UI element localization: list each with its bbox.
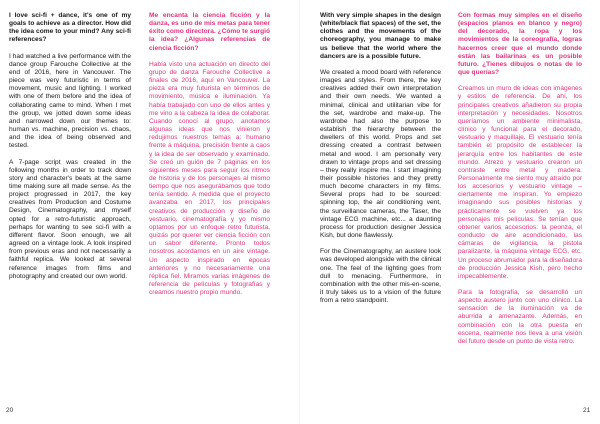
left-english-column <box>9 12 131 289</box>
page-number-left: 20 <box>6 407 14 414</box>
question: Me encanta la ciencia ficción y la danza, es uno de mis metas para tener éxito como directora. ¿Cómo te surgió la idea? ¿Algunas referencias de ciencia ficción? <box>149 12 270 52</box>
answer-paragraph: A 7-page script was created in the following months in order to track down story and character's beats at the same time making sure all made sense. As the project progressed in 2017, the key creatives from Production and Costume Design, Cinematography, and myself opted for a retro-futuristic approach, perhaps for wanting to see sci-fi with a different flavor. Soon enough, we all agreed on a vintage look. A look inspired from previous eras and not necessarily a faithful replica. We looked at several reference images from films and photography and created our own world. <box>9 158 131 280</box>
question: I love sci-fi + dance, it's one of my goals to achieve as a director. How did the idea come to your mind? Any sci-fi references? <box>9 12 131 44</box>
right-english-column <box>320 12 441 313</box>
answer-paragraph: Había visto una actuación en directo del grupo de danza Farouche Collective a finales de 2016, aquí en Vancouver. La pieza era muy futurista en términos de movimiento, música e iluminación. Ya había trabajado con uno de ellos antes y me vino a la cabeza la idea de colaborar. Cuando conocí al grupo, anotamos algunas ideas que nos vinieron y redujimos nuestros temas a: humano frente a máquina, precisión frente a caos y la idea de ser observado y examinado. Se creó un guión de 7 páginas en los siguientes meses para seguir los ritmos de historia y de los personajes al mismo tiempo que nos asegurábamos que todo tenía sentido. A medida que el proyecto avanzaba en 2017, los principales creativos de producción y diseño de vestuario, cinematografía y yo mismo optamos por un enfoque retro futurista, quizás por querer ver ciencia ficción con un sabor diferente. Pronto todos nosotros acordamos en un aire vintage. Un aspecto inspirado en épocas anteriores y no necesariamente una réplica fiel. Miramos varias imágenes de referencia de películas y fotografías y creamos nuestro propio mundo. <box>149 60 270 297</box>
answer-paragraph: We created a mood board with reference images and styles. From there, the key creatives added their own interpretation and their own needs. We wanted a minimal, clinical and utilitarian vibe for the set, wardrobe and make-up. The wardrobe had also the purpose to establish the hierarchy between the dwellers of this world. Props and set dressing created a contrast between metal and wood. I am personally very drawn to vintage props and set dressing – they really inspire me. I start imagining their possible histories and they pretty much become characters in my films. Several props had to be sourced: spinning top, the air conditioning vent, the surveillance cameras, the Taser, the vintage ECG machine, etc... a daunting process for production designer Jessica Kish, but done flawlessly. <box>320 68 441 240</box>
question: Con formas muy simples en el diseño (espacios planos en blanco y negro) del decorado, la ropa y los movimientos de la coreografía, logras hacernos creer que el mundo donde están las bailarinas es un posible futuro. ¿Tienes dibujos o notas de lo que querías? <box>458 12 582 77</box>
answer-paragraph: For the Cinematography, an austere look was developed alongside with the clinical one. The feel of the lighting goes from dull to menacing. Furthermore, in combination with the other mis-en-scene, it truly takes us to a vision of the future from a retro standpoint. <box>320 248 441 305</box>
right-spanish-column <box>458 12 582 354</box>
question: With very simple shapes in the design (white/black flat spaces) of the set, the clothes and the movements of the choreography, you manage to make us believe that the world where the dancers are is a possible future. <box>320 12 441 60</box>
page-number-right: 21 <box>583 407 591 414</box>
left-spanish-column <box>149 12 270 305</box>
answer-paragraph: Para la fotografía, se desarrolló un aspecto austero junto con uno clínico. La sensación de la iluminación va de aburrida a amenazante. Además, en combinación con la otra puesta en escena, realmente nos lleva a una visión del futuro desde un punto de vista retro. <box>458 289 582 345</box>
page-gutter <box>299 0 301 424</box>
answer-paragraph: I had watched a live performance with the dance group Farouche Collective at the end of 2016, here in Vancouver. The piece was very futuristic in terms of movement, music and lighting. I worked with one of them before and the idea of collaborating came to mind. When I met the group, we jotted down some ideas and narrowed down our themes to: human vs. machine, precision vs. chaos, and the idea of being observed and tested. <box>9 52 131 150</box>
answer-paragraph: Creamos un muro de ideas con imágenes y estilos de referencia. De ahí, los principales creativos añadieron su propia interpretación y necesidades. Nosotros queríamos un ambiente minimalista, clínico y funcional para el decorado, vestuario y maquillaje. El vestuario tenía también el propósito de establecer la jerarquía entre los habitantes de este mundo. Atrezo y vestuario crearon un contraste entre metal y madera. Personalmente me siento muy atraído por los accesorios y vestuario vintage – ciertamente me inspiran. Yo empiezo imaginando sus posibles historias y prácticamente se vuelven ya los personajes mis películas. Se tenían que obtener varios accesorios: la peonza, el conducto de aire acondicionado, las cámaras de vigilancia, la pistola paralizante, la máquina vintage ECG, etc. Un proceso abrumador para la diseñadora de producción Jessica Kish, pero hecho impecablemente. <box>458 85 582 280</box>
